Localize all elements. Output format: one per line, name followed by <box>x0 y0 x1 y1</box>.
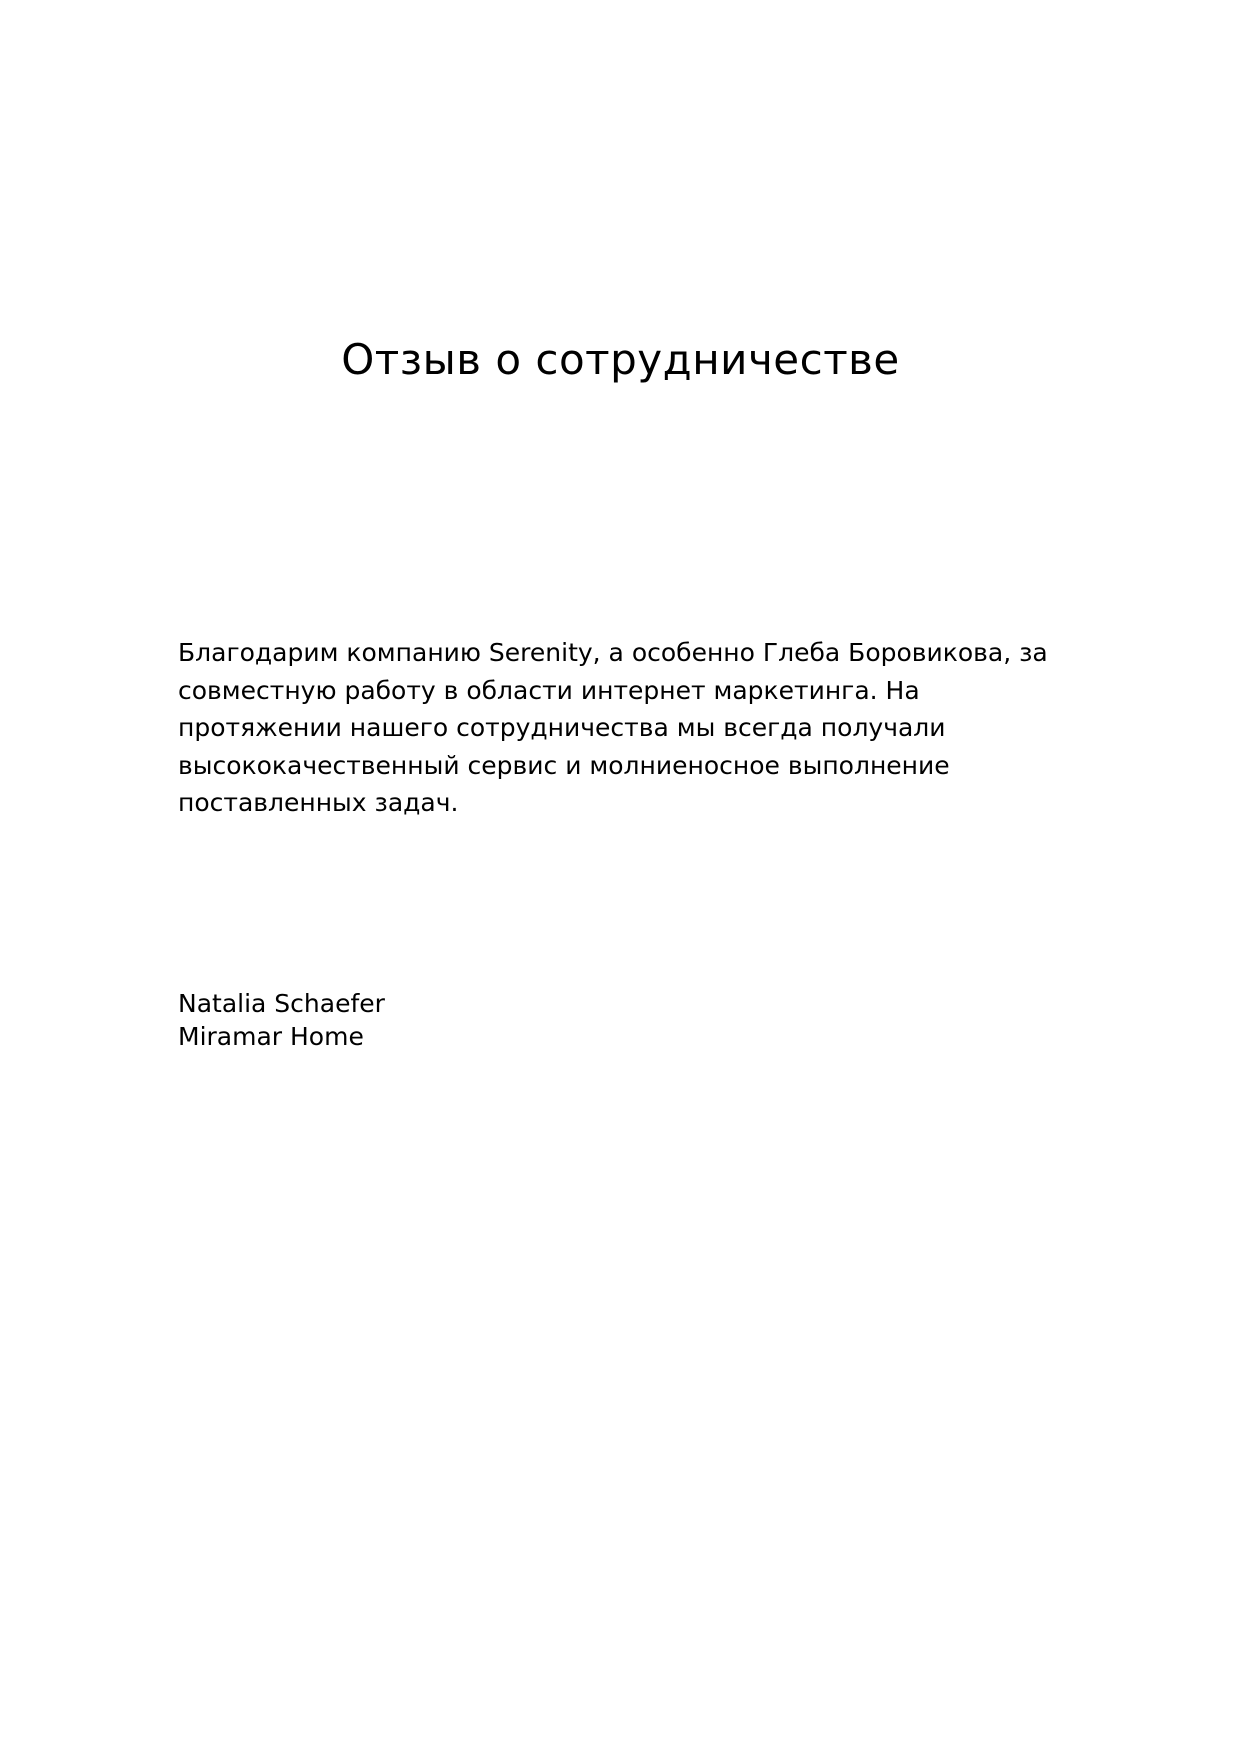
body-line: протяжении нашего сотрудничества мы всегда получали <box>178 713 946 742</box>
body-line: высококачественный сервис и молниеносное выполнение <box>178 750 950 780</box>
testimonial-body <box>178 634 1078 822</box>
signer-company: Miramar Home <box>178 1022 364 1051</box>
body-line: совместную работу в области интернет маркетинга. На <box>178 675 920 705</box>
body-line: Благодарим компанию Serenity, а особенно Глеба Боровикова, за <box>178 638 1048 667</box>
signer-name: Natalia Schaefer <box>178 989 385 1018</box>
document-title: Отзыв о сотрудничестве <box>341 335 900 384</box>
body-line: поставленных задач. <box>178 788 459 817</box>
signature-block <box>178 987 385 1053</box>
